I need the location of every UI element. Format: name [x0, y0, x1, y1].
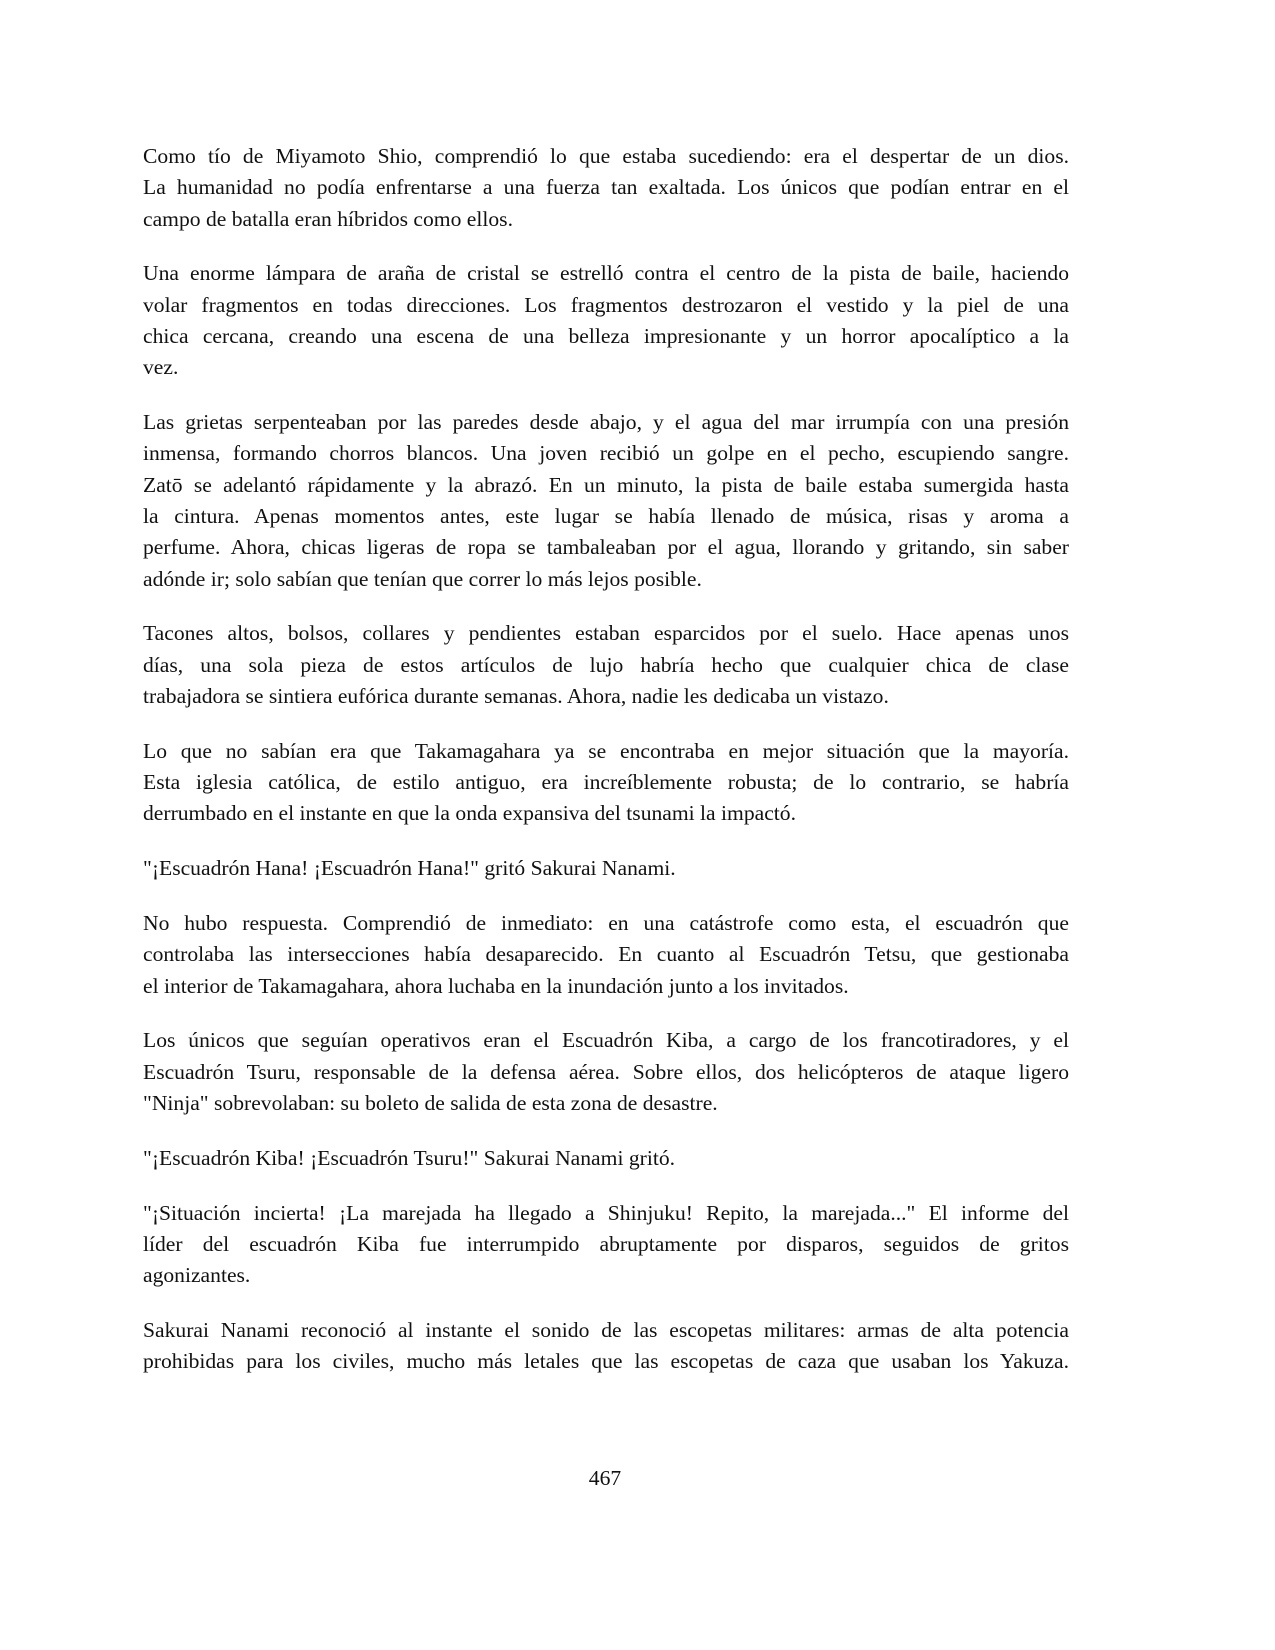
paragraph: [143, 407, 1069, 595]
paragraph: [143, 1025, 1069, 1119]
text-line: el interior de Takamagahara, ahora luchaba en la inundación junto a los invitados.: [143, 973, 849, 998]
paragraph: [143, 853, 1069, 884]
text-line: Sakurai Nanami reconoció al instante el sonido de las escopetas militares: armas de alta potencia: [143, 1317, 1069, 1342]
text-line: perfume. Ahora, chicas ligeras de ropa se tambaleaban por el agua, llorando y gritando, sin saber: [143, 535, 1069, 560]
text-line: trabajadora se sintiera eufórica durante semanas. Ahora, nadie les dedicaba un vistazo.: [143, 683, 889, 708]
paragraph: [143, 618, 1069, 712]
paragraph: [143, 908, 1069, 1002]
text-line: "Ninja" sobrevolaban: su boleto de salida de esta zona de desastre.: [143, 1090, 718, 1115]
paragraph: [143, 141, 1069, 235]
text-line: campo de batalla eran híbridos como ellos.: [143, 206, 513, 231]
text-line: agonizantes.: [143, 1263, 251, 1288]
text-line: prohibidas para los civiles, mucho más letales que las escopetas de caza que usaban los Yakuza.: [143, 1349, 1069, 1374]
text-line: días, una sola pieza de estos artículos de lujo habría hecho que cualquier chica de clase: [143, 652, 1069, 677]
text-line: La humanidad no podía enfrentarse a una fuerza tan exaltada. Los únicos que podían entrar en el: [143, 175, 1069, 200]
page-number: 467: [588, 1466, 622, 1490]
text-line: controlaba las intersecciones había desaparecido. En cuanto al Escuadrón Tetsu, que gestionaba: [143, 942, 1069, 967]
text-line: Una enorme lámpara de araña de cristal se estrelló contra el centro de la pista de baile, haciendo: [143, 261, 1069, 286]
text-line: Zatō se adelantó rápidamente y la abrazó. En un minuto, la pista de baile estaba sumergida hasta: [143, 472, 1069, 497]
paragraph: [143, 1315, 1069, 1378]
paragraph: [143, 736, 1069, 830]
text-line: chica cercana, creando una escena de una belleza impresionante y un horror apocalíptico a la: [143, 323, 1069, 348]
text-line: Escuadrón Tsuru, responsable de la defensa aérea. Sobre ellos, dos helicópteros de ataque ligero: [143, 1059, 1069, 1084]
text-line: la cintura. Apenas momentos antes, este lugar se había llenado de música, risas y aroma a: [143, 503, 1069, 528]
text-line: "¡Situación incierta! ¡La marejada ha llegado a Shinjuku! Repito, la marejada..." El informe del: [143, 1200, 1069, 1225]
paragraph: [143, 1143, 1069, 1174]
text-line: vez.: [143, 355, 179, 380]
text-line: Tacones altos, bolsos, collares y pendientes estaban esparcidos por el suelo. Hace apenas unos: [143, 621, 1069, 646]
text-line: líder del escuadrón Kiba fue interrumpido abruptamente por disparos, seguidos de gritos: [143, 1231, 1069, 1256]
text-line: derrumbado en el instante en que la onda expansiva del tsunami la impactó.: [143, 801, 797, 826]
text-line: inmensa, formando chorros blancos. Una joven recibió un golpe en el pecho, escupiendo sangre.: [143, 441, 1069, 466]
text-line: Los únicos que seguían operativos eran el Escuadrón Kiba, a cargo de los francotiradores, y el: [143, 1028, 1069, 1053]
text-line: Como tío de Miyamoto Shio, comprendió lo que estaba sucediendo: era el despertar de un dios.: [143, 144, 1069, 168]
text-line: No hubo respuesta. Comprendió de inmediato: en una catástrofe como esta, el escuadrón que: [143, 910, 1069, 935]
text-line: Lo que no sabían era que Takamagahara ya se encontraba en mejor situación que la mayoría.: [143, 738, 1069, 763]
text-line: Esta iglesia católica, de estilo antiguo, era increíblemente robusta; de lo contrario, se habría: [143, 770, 1069, 795]
paragraph: [143, 258, 1069, 383]
text-line: "¡Escuadrón Hana! ¡Escuadrón Hana!" gritó Sakurai Nanami.: [143, 856, 676, 881]
text-line: volar fragmentos en todas direcciones. Los fragmentos destrozaron el vestido y la piel de una: [143, 292, 1069, 317]
text-line: adónde ir; solo sabían que tenían que correr lo más lejos posible.: [143, 566, 702, 591]
page-body: [143, 141, 1069, 1401]
text-line: "¡Escuadrón Kiba! ¡Escuadrón Tsuru!" Sakurai Nanami gritó.: [143, 1145, 676, 1170]
paragraph: [143, 1198, 1069, 1292]
text-line: Las grietas serpenteaban por las paredes desde abajo, y el agua del mar irrumpía con una presión: [143, 410, 1069, 435]
